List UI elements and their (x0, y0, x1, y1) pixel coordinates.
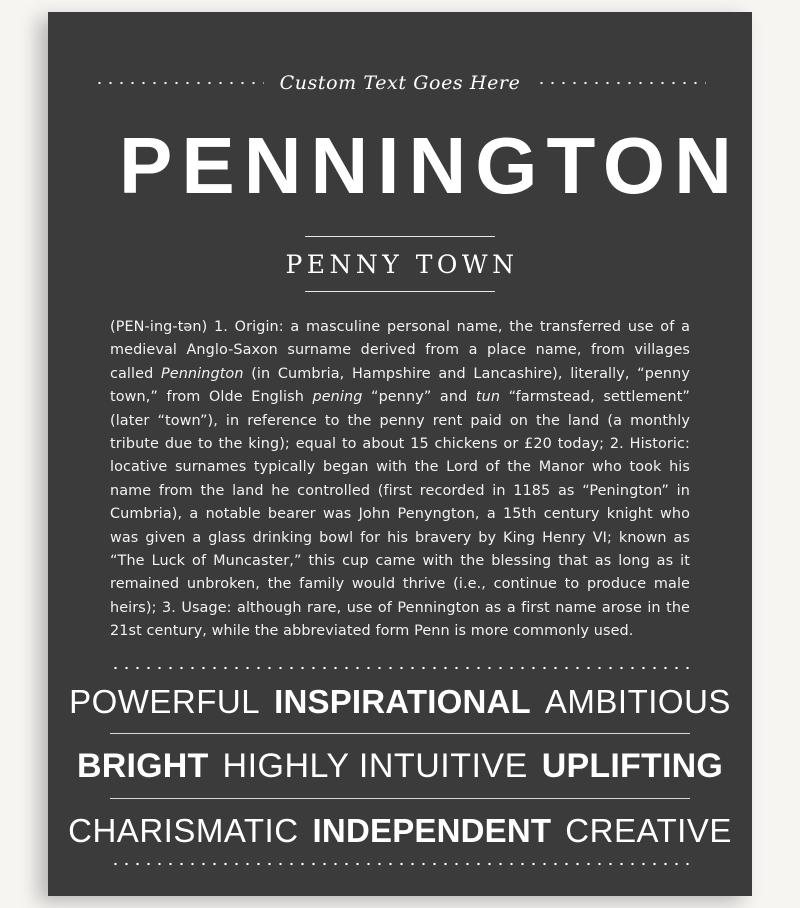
trait-inspirational: INSPIRATIONAL (274, 682, 531, 720)
definition-part-2: (in Cumbria, Hampshire and Lancashire), literally, “penny town,” from Olde English (110, 365, 690, 406)
trait-ambitious: AMBITIOUS (544, 682, 731, 720)
definition-part-4: “farmstead, settlement” (later “town”), in reference to the penny rent paid on the land (a monthly tribute due to the king); equal to about 15 chickens or £20 today; 2. Historic: locative surnames typically began with the Lord of the Manor who took his name from the land he controlled (first recorded in 1185 as “Penington” in Cumbria), a notable bearer was John Penyngton, a 15th century knight who was given a glass drinking bowl for his bravery by King Henry VI; known as “The Luck of Muncaster,” this cup came with the blessing that as long as it remained unbroken, the family would thrive (i.e., continue to produce male heirs); 3. Usage: although rare, use of Pennington as a first name arose in the 21st century, while the abbreviated form Penn is more commonly used. (110, 389, 690, 640)
rule-above-meaning (305, 236, 495, 237)
rule-below-meaning (305, 291, 495, 292)
custom-text-row (110, 66, 690, 100)
trait-row-2 (77, 734, 723, 798)
dotted-divider-left (94, 81, 264, 85)
definition-italic-3: tun (475, 389, 501, 406)
trait-creative: CREATIVE (565, 811, 732, 849)
traits-dotted-divider-bottom (110, 862, 690, 866)
trait-highly-intuitive: HIGHLY INTUITIVE (222, 746, 528, 785)
traits-section (68, 666, 732, 866)
trait-uplifting: UPLIFTING (541, 746, 723, 785)
poster-content (48, 12, 752, 896)
definition-italic-1: Pennington (160, 365, 244, 382)
definition-italic-2: pening (312, 389, 363, 406)
definition-part-1: (PEN-ing-tən) 1. Origin: a masculine personal name, the transferred use of a medieval Anglo-Saxon surname derived from a place name, from villages called (110, 319, 690, 382)
name-art-poster (48, 12, 752, 896)
custom-text: Custom Text Goes Here (279, 72, 521, 94)
definition-part-3: “penny” and (362, 389, 476, 406)
definition-text (110, 316, 690, 644)
name-meaning: PENNY TOWN (285, 250, 519, 279)
trait-row-3 (68, 799, 732, 862)
trait-independent: INDEPENDENT (312, 811, 552, 849)
trait-powerful: POWERFUL (69, 682, 261, 720)
trait-row-1 (69, 670, 731, 733)
dotted-divider-right (536, 81, 706, 85)
trait-charismatic: CHARISMATIC (68, 811, 299, 849)
meaning-block (110, 236, 690, 292)
trait-bright: BRIGHT (77, 746, 209, 785)
page-title: PENNINGTON (119, 121, 741, 210)
